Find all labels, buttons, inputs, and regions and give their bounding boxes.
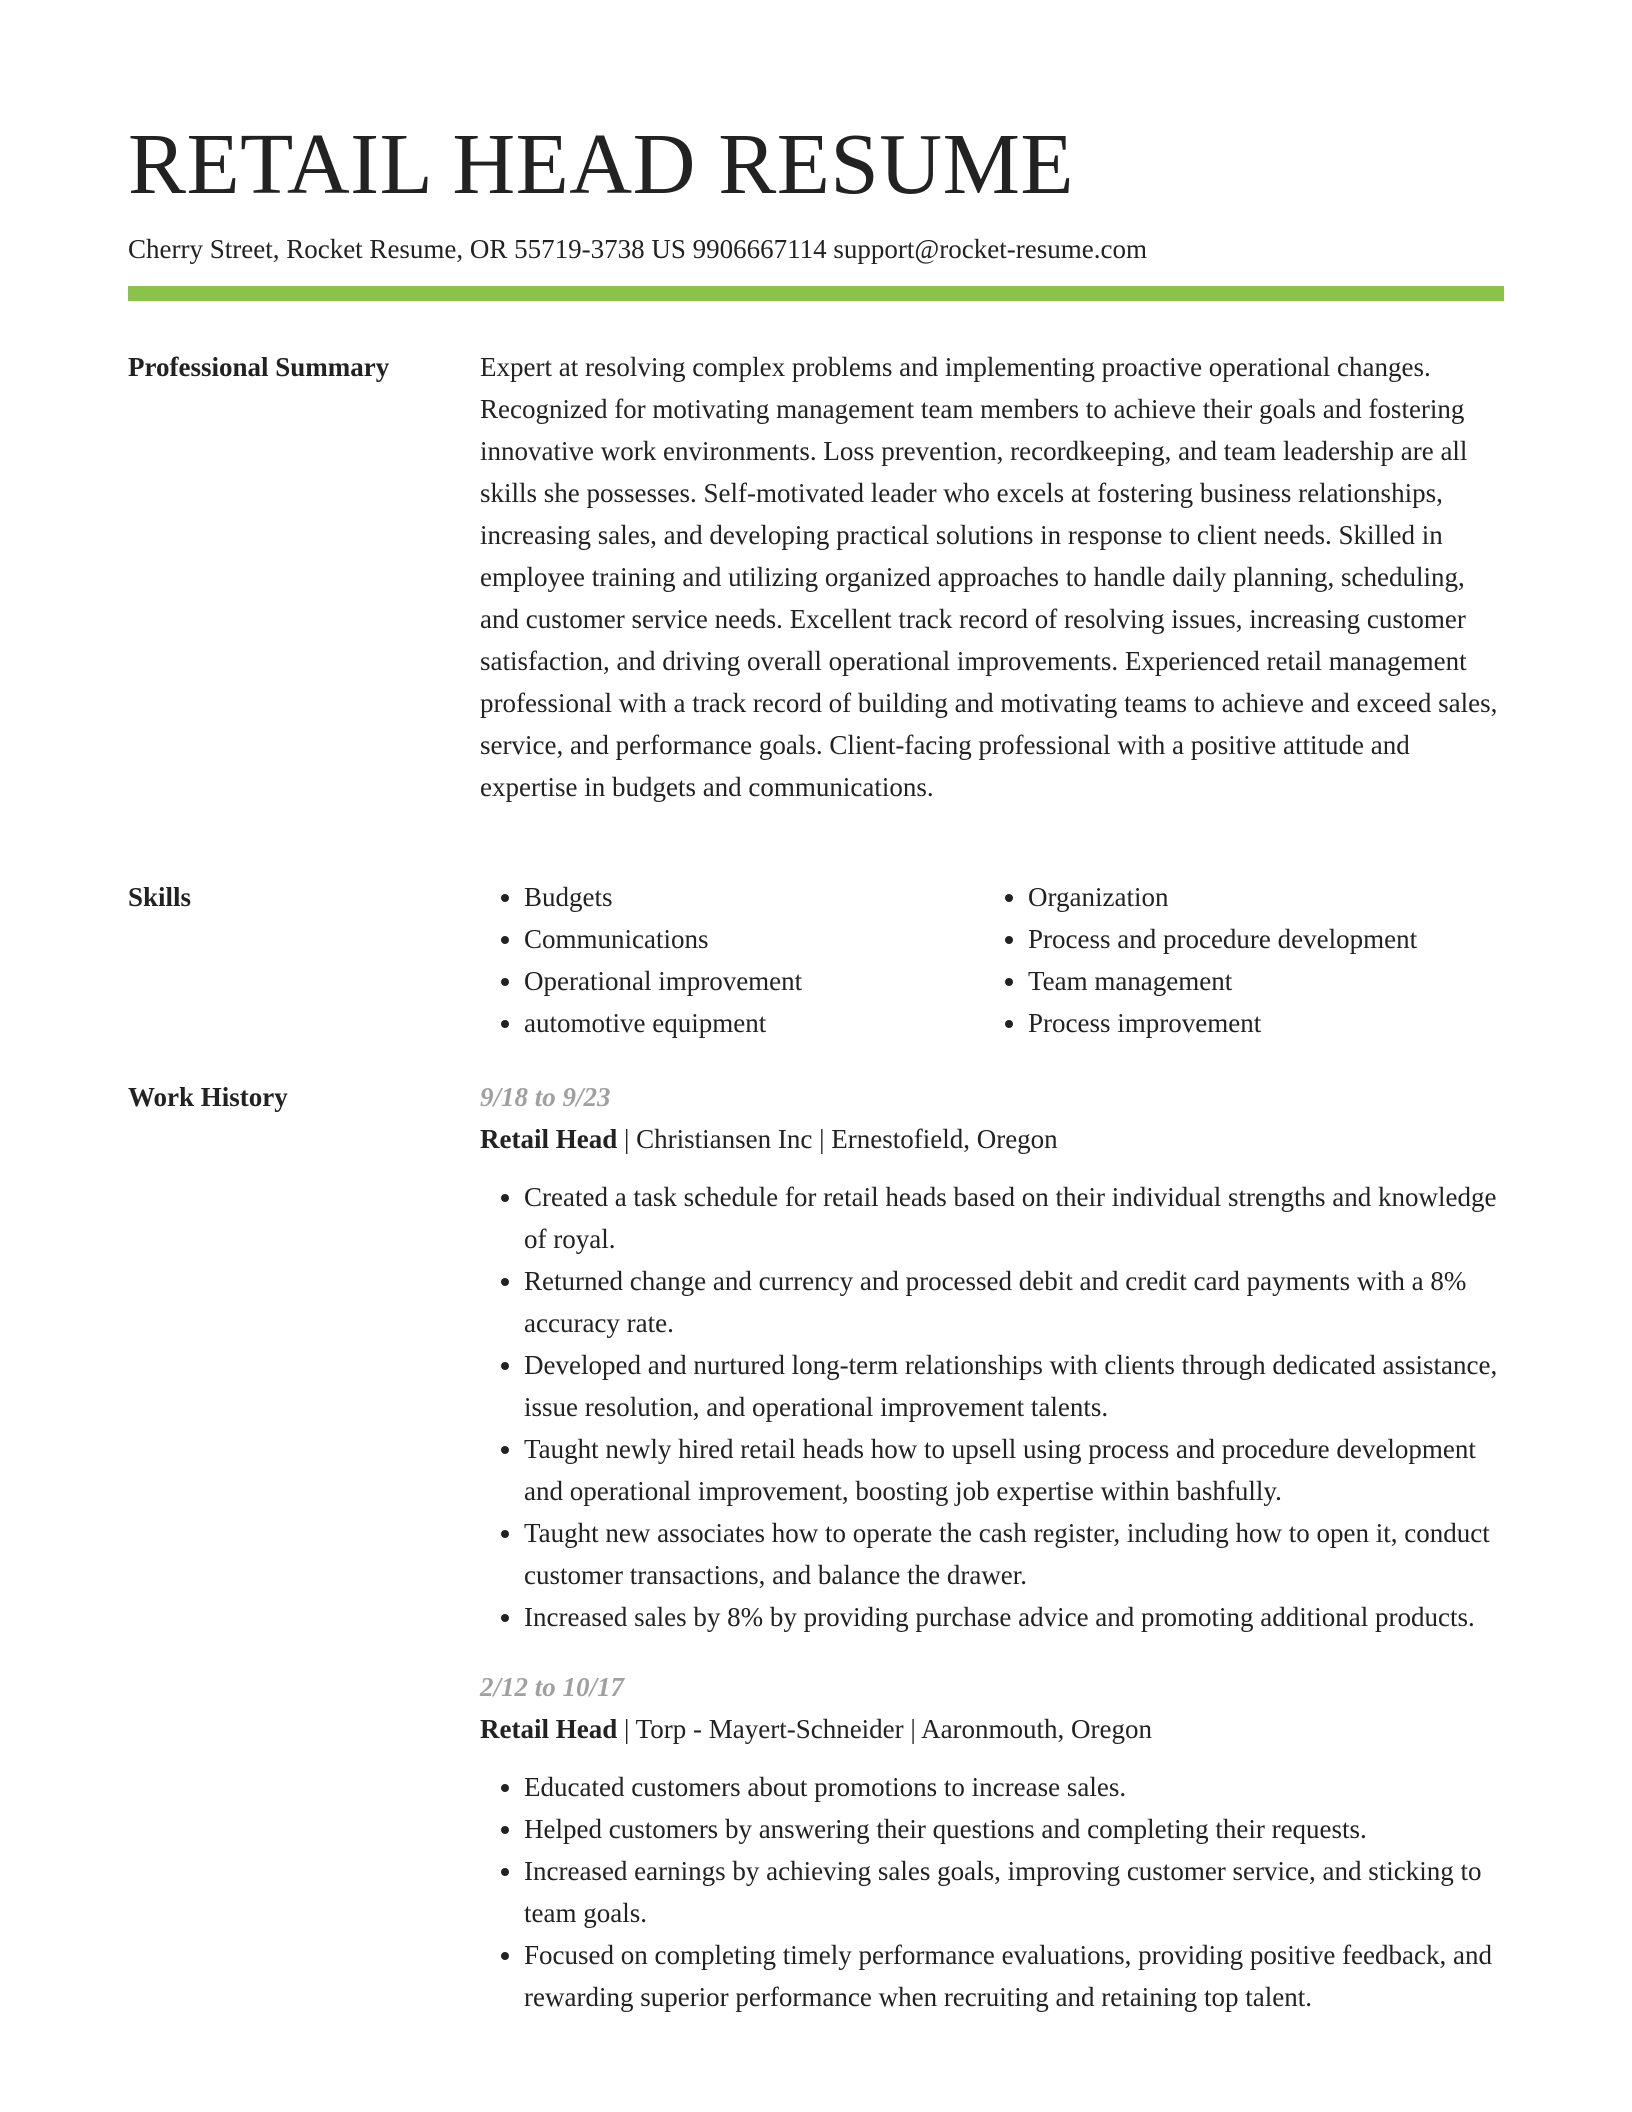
job-role: Retail Head (480, 1714, 618, 1744)
job-bullet: • Taught new associates how to operate the cash register, including how to open it, conduct customer transactions, and balance the drawer. (524, 1512, 1504, 1596)
job-bullet: • Developed and nurtured long-term relationships with clients through dedicated assistance, issue resolution, and operational improvement talents. (524, 1344, 1504, 1428)
accent-divider (128, 286, 1504, 301)
job-bullet: • Returned change and currency and processed debit and credit card payments with a 8% accuracy rate. (524, 1260, 1504, 1344)
job-bullets (480, 1766, 1504, 2018)
job-bullet: • Created a task schedule for retail heads based on their individual strengths and knowledge of royal. (524, 1176, 1504, 1260)
job-entry (480, 1666, 1504, 2018)
skill-item: • automotive equipment (524, 1002, 984, 1044)
work-history-heading: Work History (128, 1082, 288, 1112)
skill-item: • Budgets (524, 876, 984, 918)
skill-item: • Team management (1028, 960, 1504, 1002)
job-bullet: • Increased sales by 8% by providing purchase advice and promoting additional products. (524, 1596, 1504, 1638)
job-title-line (480, 1118, 1504, 1160)
skill-item: • Organization (1028, 876, 1504, 918)
job-bullet: • Focused on completing timely performance evaluations, providing positive feedback, and rewarding superior performance when recruiting and retaining top talent. (524, 1934, 1504, 2018)
work-history-body (480, 1076, 1504, 2018)
job-bullets (480, 1176, 1504, 1638)
contact-info: Cherry Street, Rocket Resume, OR 55719-3738 US 9906667114 support@rocket-resume.com (128, 234, 1147, 264)
resume-title: RETAIL HEAD RESUME (128, 115, 1075, 212)
job-bullet: • Increased earnings by achieving sales goals, improving customer service, and sticking to team goals. (524, 1850, 1504, 1934)
job-title-line (480, 1708, 1504, 1750)
skills-grid (480, 876, 1504, 1044)
job-bullet: • Taught newly hired retail heads how to upsell using process and procedure development and operational improvement, boosting job expertise within bashfully. (524, 1428, 1504, 1512)
skill-item: • Process and procedure development (1028, 918, 1504, 960)
job-company-location: | Torp - Mayert-Schneider | Aaronmouth, Oregon (617, 1714, 1153, 1744)
skills-list-right (984, 876, 1504, 1044)
skills-list-left (480, 876, 984, 1044)
summary-text: Expert at resolving complex problems and implementing proactive operational changes. Recognized for motivating management team members to achieve their goals and fostering innovative work environments. Loss prevention, recordkeeping, and team leadership are all skills she possesses. Self-motivated leader who excels at fostering business relationships, increasing sales, and developing practical solutions in response to client needs. Skilled in employee training and utilizing organized approaches to handle daily planning, scheduling, and customer service needs. Excellent track record of resolving issues, increasing customer satisfaction, and driving overall operational improvements. Experienced retail management professional with a track record of building and motivating teams to achieve and exceed sales, service, and performance goals. Client-facing professional with a positive attitude and expertise in budgets and communications. (480, 352, 1498, 802)
job-company-location: | Christiansen Inc | Ernestofield, Oregon (617, 1124, 1058, 1154)
job-dates: 2/12 to 10/17 (480, 1672, 625, 1702)
summary-heading: Professional Summary (128, 352, 390, 382)
job-role: Retail Head (480, 1124, 618, 1154)
job-entry (480, 1076, 1504, 1638)
job-bullet: • Helped customers by answering their questions and completing their requests. (524, 1808, 1504, 1850)
job-bullet: • Educated customers about promotions to increase sales. (524, 1766, 1504, 1808)
skill-item: • Operational improvement (524, 960, 984, 1002)
skills-heading: Skills (128, 882, 192, 912)
summary-body (480, 346, 1504, 808)
skill-item: • Communications (524, 918, 984, 960)
skill-item: • Process improvement (1028, 1002, 1504, 1044)
job-dates: 9/18 to 9/23 (480, 1082, 611, 1112)
